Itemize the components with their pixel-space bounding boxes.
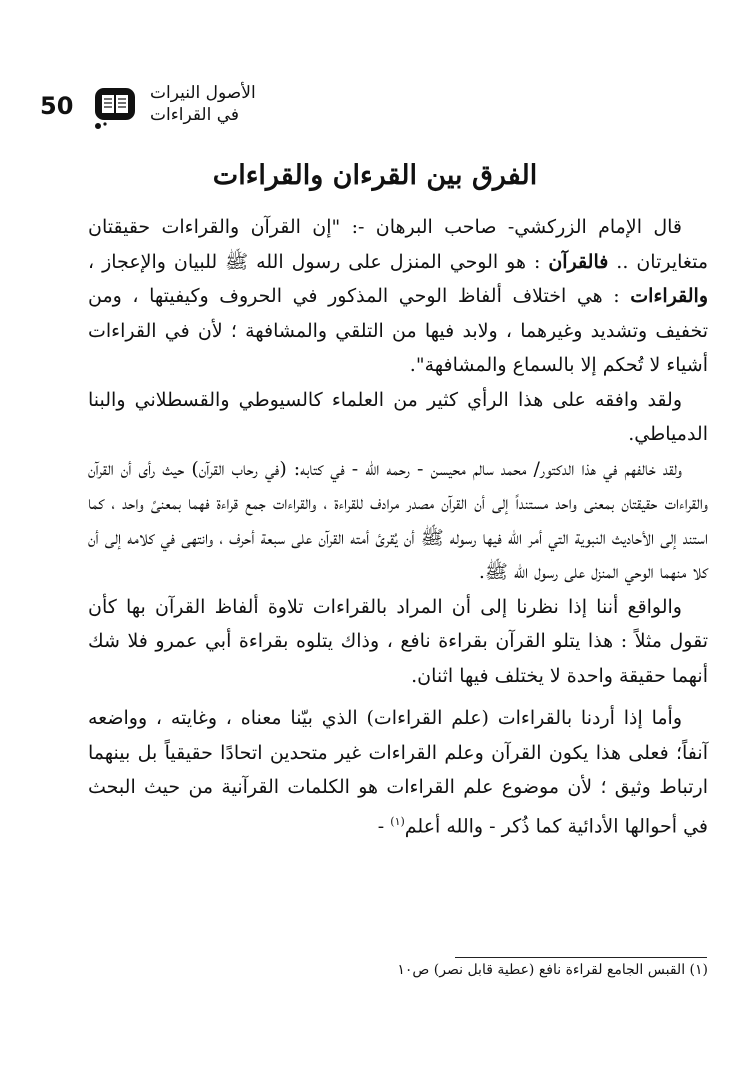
page-number: 50 (40, 92, 74, 120)
paragraph-1-part-c: : هي اختلاف ألفاظ الوحي المذكور في الحروف وكيفيتها ، ومن تخفيف وتشديد وغيرهما ، ولابد فيها من التلقي والمشافهة ؛ لأن في القراءات أشياء لا تُحكم إلا بالسماع والمشافهة". (88, 285, 708, 376)
footnote-divider (455, 957, 707, 958)
paragraph-1 (88, 210, 708, 383)
paragraph-5-end: - (377, 814, 391, 837)
page-header (40, 80, 700, 140)
chapter-title: الفرق بين القرءان والقراءات (212, 160, 538, 191)
paragraph-4: والواقع أننا إذا نظرنا إلى أن المراد بالقراءات تلاوة ألفاظ القرآن بها كأن تقول مثلاً : هذا يتلو القرآن بقراءة نافع ، وذاك يتلوه بقراءة أبي عمرو فلا شك أنهما حقيقة واحدة لا يختلف فيها اثنان. (88, 595, 708, 687)
paragraph-1-part-b: : هو الوحي المنزل على رسول الله ﷺ للبيان والإعجاز ، (88, 250, 549, 273)
running-title (150, 82, 256, 126)
paragraph-3: ولقد خالفهم في هذا الدكتور/ محمد سالم محيسن - رحمه الله - في كتابه: (في رحاب القرآن) حيث رأى أن القرآن والقراءات حقيقتان بمعنى واحد مستنداً إلى أن القرآن مصدر مرادف للقراءة ، والقراءات جمع قراءة فهما بمعنىً واحد ، كما استند إلى الأحاديث النبوية التي أمر الله فيها رسوله ﷺ أن يُقرئ أمته القرآن على سبعة أحرف ، وانتهى في كلامه إلى أن كلا منهما الوحي المنزل على رسول الله ﷺ. (88, 457, 708, 583)
paragraph-5 (88, 701, 708, 843)
keyword-qiraat: والقراءات (630, 285, 708, 307)
running-title-line1: الأصول النيرات (150, 83, 256, 103)
paragraph-2: ولقد وافقه على هذا الرأي كثير من العلماء كالسيوطي والقسطلاني والبنا الدمياطي. (88, 388, 708, 445)
running-title-line2: في القراءات (150, 105, 240, 125)
body-text (88, 210, 708, 843)
book-icon (92, 86, 138, 130)
footnote-reference: (١) (390, 814, 405, 828)
keyword-quran: فالقرآن (548, 250, 609, 273)
paragraph-5-text: وأما إذا أردنا بالقراءات (علم القراءات) الذي بيّنا معناه ، وغايته ، وواضعه آنفاً؛ فعلى هذا يكون القرآن وعلم القراءات غير متحدين اتحادًا حقيقياً بل بينهما ارتباط وثيق ؛ لأن موضوع علم القراءات هو الكلمات القرآنية من حيث البحث في أحوالها الأدائية كما ذُكر - والله أعلم (88, 707, 708, 837)
footnote: (١) القبس الجامع لقراءة نافع (عطية قابل نصر) ص١٠ (397, 962, 708, 978)
paragraph-1-part-a: قال الإمام الزركشي- صاحب البرهان -: "إن القرآن والقراءات حقيقتان متغايرتان .. (88, 216, 708, 273)
